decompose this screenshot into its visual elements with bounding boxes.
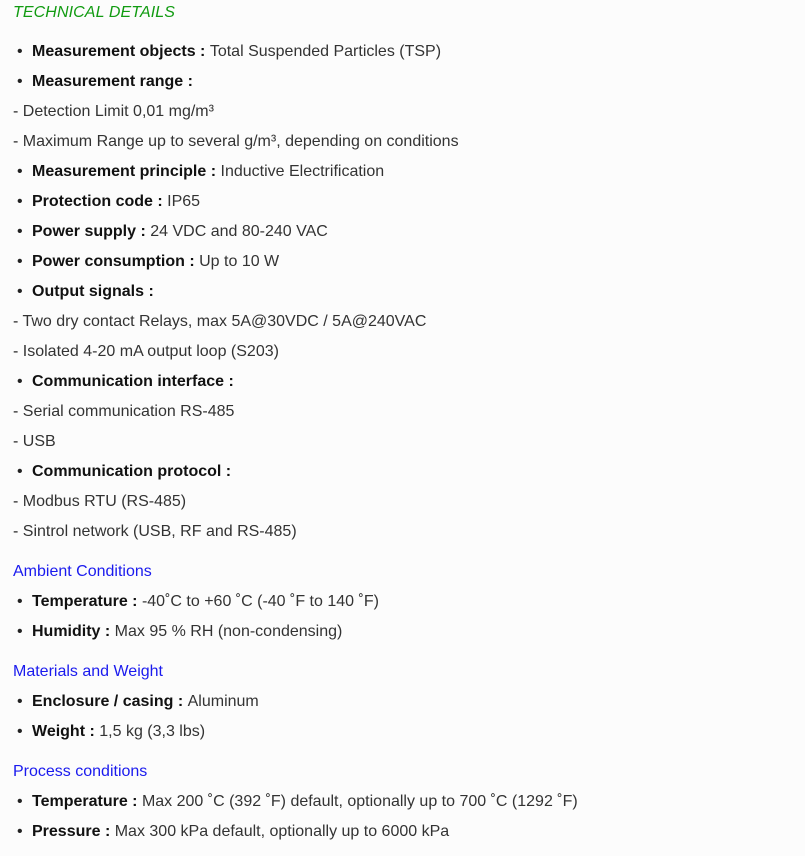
bullet-icon: •	[17, 793, 23, 810]
spec-label: Communication interface	[32, 373, 225, 390]
spec-label: Humidity	[32, 623, 101, 640]
spec-value: 1,5 kg (3,3 lbs)	[99, 723, 206, 740]
spec-range-maximum	[13, 131, 459, 153]
spec-enclosure: • Enclosure / casing : Aluminum	[17, 691, 259, 713]
bullet-icon: •	[17, 73, 23, 90]
ambient-conditions-heading: Ambient Conditions	[13, 563, 152, 580]
spec-value: Inductive Electrification	[220, 163, 385, 180]
spec-subitem: Two dry contact Relays, max 5A@30VDC / 5A@240VAC	[22, 313, 427, 330]
spec-output-relays	[13, 311, 426, 333]
spec-label: Power supply	[32, 223, 137, 240]
spec-output-signals: • Output signals :	[17, 281, 154, 303]
bullet-icon: •	[17, 193, 23, 210]
dash-marker: -	[13, 403, 19, 420]
spec-value: Max 200 ˚C (392 ˚F) default, optionally up to 700 ˚C (1292 ˚F)	[141, 793, 578, 810]
spec-interface-usb	[13, 431, 56, 453]
bullet-icon: •	[17, 163, 23, 180]
bullet-icon: •	[17, 723, 23, 740]
dash-marker: -	[13, 523, 19, 540]
spec-interface-serial	[13, 401, 234, 423]
dash-marker: -	[13, 103, 19, 120]
spec-weight: • Weight : 1,5 kg (3,3 lbs)	[17, 721, 205, 743]
spec-label: Weight	[32, 723, 86, 740]
spec-power-consumption: • Power consumption : Up to 10 W	[17, 251, 279, 273]
spec-protocol-sintrol	[13, 521, 297, 543]
spec-protection-code: • Protection code : IP65	[17, 191, 200, 213]
spec-value: Up to 10 W	[199, 253, 280, 270]
spec-label: Temperature	[32, 793, 128, 810]
spec-communication-interface: • Communication interface :	[17, 371, 234, 393]
bullet-icon: •	[17, 823, 23, 840]
spec-label: Power consumption	[32, 253, 185, 270]
bullet-icon: •	[17, 623, 23, 640]
dash-marker: -	[13, 433, 19, 450]
spec-value: Total Suspended Particles (TSP)	[209, 43, 442, 60]
bullet-icon: •	[17, 373, 23, 390]
process-conditions-heading: Process conditions	[13, 763, 148, 780]
spec-value: Max 300 kPa default, optionally up to 6000 kPa	[114, 823, 450, 840]
spec-value: Max 95 % RH (non-condensing)	[114, 623, 343, 640]
spec-label: Protection code	[32, 193, 153, 210]
materials-weight-heading: Materials and Weight	[13, 663, 163, 680]
spec-subitem: Serial communication RS-485	[22, 403, 235, 420]
spec-value: IP65	[167, 193, 201, 210]
dash-marker: -	[13, 493, 19, 510]
spec-measurement-principle: • Measurement principle : Inductive Electrification	[17, 161, 384, 183]
technical-details-title: TECHNICAL DETAILS	[13, 4, 176, 21]
dash-marker: -	[13, 133, 19, 150]
bullet-icon: •	[17, 283, 23, 300]
spec-label: Measurement range	[32, 73, 184, 90]
spec-measurement-range: • Measurement range :	[17, 71, 193, 93]
dash-marker: -	[13, 343, 19, 360]
spec-measurement-objects: • Measurement objects : Total Suspended Particles (TSP)	[17, 41, 441, 63]
bullet-icon: •	[17, 593, 23, 610]
spec-process-temperature: • Temperature : Max 200 ˚C (392 ˚F) default, optionally up to 700 ˚C (1292 ˚F)	[17, 791, 578, 813]
spec-label: Enclosure / casing	[32, 693, 174, 710]
spec-subitem: Modbus RTU (RS-485)	[22, 493, 187, 510]
spec-label: Pressure	[32, 823, 101, 840]
spec-ambient-temperature: • Temperature : -40˚C to +60 ˚C (-40 ˚F to 140 ˚F)	[17, 591, 379, 613]
spec-value: 24 VDC and 80-240 VAC	[150, 223, 328, 240]
spec-ambient-humidity: • Humidity : Max 95 % RH (non-condensing)	[17, 621, 342, 643]
bullet-icon: •	[17, 223, 23, 240]
spec-value: Aluminum	[187, 693, 259, 710]
spec-protocol-modbus	[13, 491, 186, 513]
spec-subitem: Detection Limit 0,01 mg/m³	[22, 103, 214, 120]
spec-output-loop	[13, 341, 279, 363]
spec-label: Output signals	[32, 283, 144, 300]
spec-subitem: Sintrol network (USB, RF and RS-485)	[22, 523, 297, 540]
spec-communication-protocol: • Communication protocol :	[17, 461, 231, 483]
spec-label: Temperature	[32, 593, 128, 610]
spec-label: Measurement objects	[32, 43, 196, 60]
spec-label: Measurement principle	[32, 163, 207, 180]
spec-range-detection-limit	[13, 101, 214, 123]
bullet-icon: •	[17, 43, 23, 60]
spec-power-supply: • Power supply : 24 VDC and 80-240 VAC	[17, 221, 328, 243]
spec-subitem: Isolated 4-20 mA output loop (S203)	[22, 343, 279, 360]
spec-label: Communication protocol	[32, 463, 222, 480]
bullet-icon: •	[17, 253, 23, 270]
dash-marker: -	[13, 313, 19, 330]
spec-subitem: Maximum Range up to several g/m³, depending on conditions	[22, 133, 459, 150]
bullet-icon: •	[17, 693, 23, 710]
bullet-icon: •	[17, 463, 23, 480]
spec-process-pressure: • Pressure : Max 300 kPa default, optionally up to 6000 kPa	[17, 821, 449, 843]
spec-subitem: USB	[22, 433, 56, 450]
spec-value: -40˚C to +60 ˚C (-40 ˚F to 140 ˚F)	[141, 593, 379, 610]
